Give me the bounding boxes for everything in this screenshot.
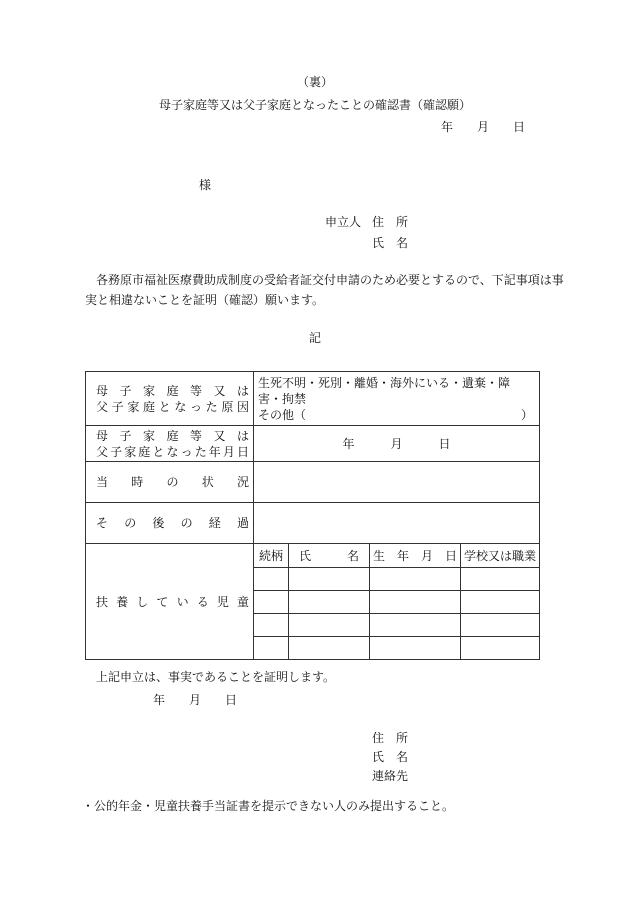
body-text-line2: 実と相違ないことを証明（確認）願います。 [85, 293, 325, 307]
certifier-name-label: 氏 名 [372, 750, 409, 764]
child-name-cell[interactable] [289, 637, 370, 660]
confirmation-table [85, 371, 540, 660]
header-date: 年 月 日 [441, 120, 526, 134]
applicant-name-label: 氏 名 [372, 236, 409, 250]
col-school: 学校又は職業 [461, 544, 540, 568]
applicant-label: 申立人 [325, 215, 362, 229]
date-row [86, 426, 540, 462]
situation-row [86, 462, 540, 503]
cause-other: その他（ [258, 407, 307, 422]
certifier-address-label: 住 所 [372, 731, 409, 745]
child-school-cell[interactable] [461, 591, 540, 614]
children-header-row [86, 544, 540, 568]
child-birth-cell[interactable] [370, 568, 461, 591]
situation-value[interactable] [254, 462, 540, 503]
certifier-contact-label: 連絡先 [372, 769, 409, 783]
applicant-address-label: 住 所 [372, 215, 409, 229]
after-row [86, 503, 540, 544]
cause-options: 生死不明・死別・離婚・海外にいる・遺棄・障害・拘禁 [258, 375, 511, 406]
child-relation-cell[interactable] [254, 614, 289, 637]
col-name: 氏 名 [289, 544, 370, 568]
child-name-cell[interactable] [289, 568, 370, 591]
cause-row [86, 372, 540, 426]
after-value[interactable] [254, 503, 540, 544]
child-relation-cell[interactable] [254, 568, 289, 591]
child-name-cell[interactable] [289, 591, 370, 614]
col-relation: 続柄 [254, 544, 289, 568]
certify-date: 年 月 日 [153, 693, 238, 707]
child-name-cell[interactable] [289, 614, 370, 637]
footnote: ・公的年金・児童扶養手当証書を提示できない人のみ提出すること。 [82, 799, 455, 813]
document-title: 母子家庭等又は父子家庭となったことの確認書（確認願） [158, 98, 471, 112]
body-text-line1: 各務原市福祉医療費助成制度の受給者証交付申請のため必要とするので、下記事項は事 [96, 273, 564, 287]
child-birth-cell[interactable] [370, 591, 461, 614]
child-school-cell[interactable] [461, 614, 540, 637]
cause-other-close: ） [520, 407, 533, 422]
col-birth: 生 年 月 日 [370, 544, 461, 568]
certify-text: 上記申立は、事実であることを証明します。 [96, 670, 336, 684]
child-school-cell[interactable] [461, 637, 540, 660]
after-label: その後の経過 [86, 503, 254, 544]
addressee-honorific: 様 [199, 178, 212, 192]
cause-value[interactable] [254, 372, 540, 426]
children-label: 扶養している児童 [86, 544, 254, 660]
situation-label: 当時の状況 [86, 462, 254, 503]
child-relation-cell[interactable] [254, 637, 289, 660]
page-side-label: （裏） [296, 75, 333, 89]
child-birth-cell[interactable] [370, 614, 461, 637]
child-relation-cell[interactable] [254, 591, 289, 614]
child-birth-cell[interactable] [370, 637, 461, 660]
date-label: 母子家庭等又は 父子家庭となった年月日 [86, 426, 254, 462]
cause-label: 母子家庭等又は 父子家庭となった原因 [86, 372, 254, 426]
ki-label: 記 [308, 331, 321, 345]
child-school-cell[interactable] [461, 568, 540, 591]
date-value[interactable]: 年 月 日 [254, 426, 540, 462]
